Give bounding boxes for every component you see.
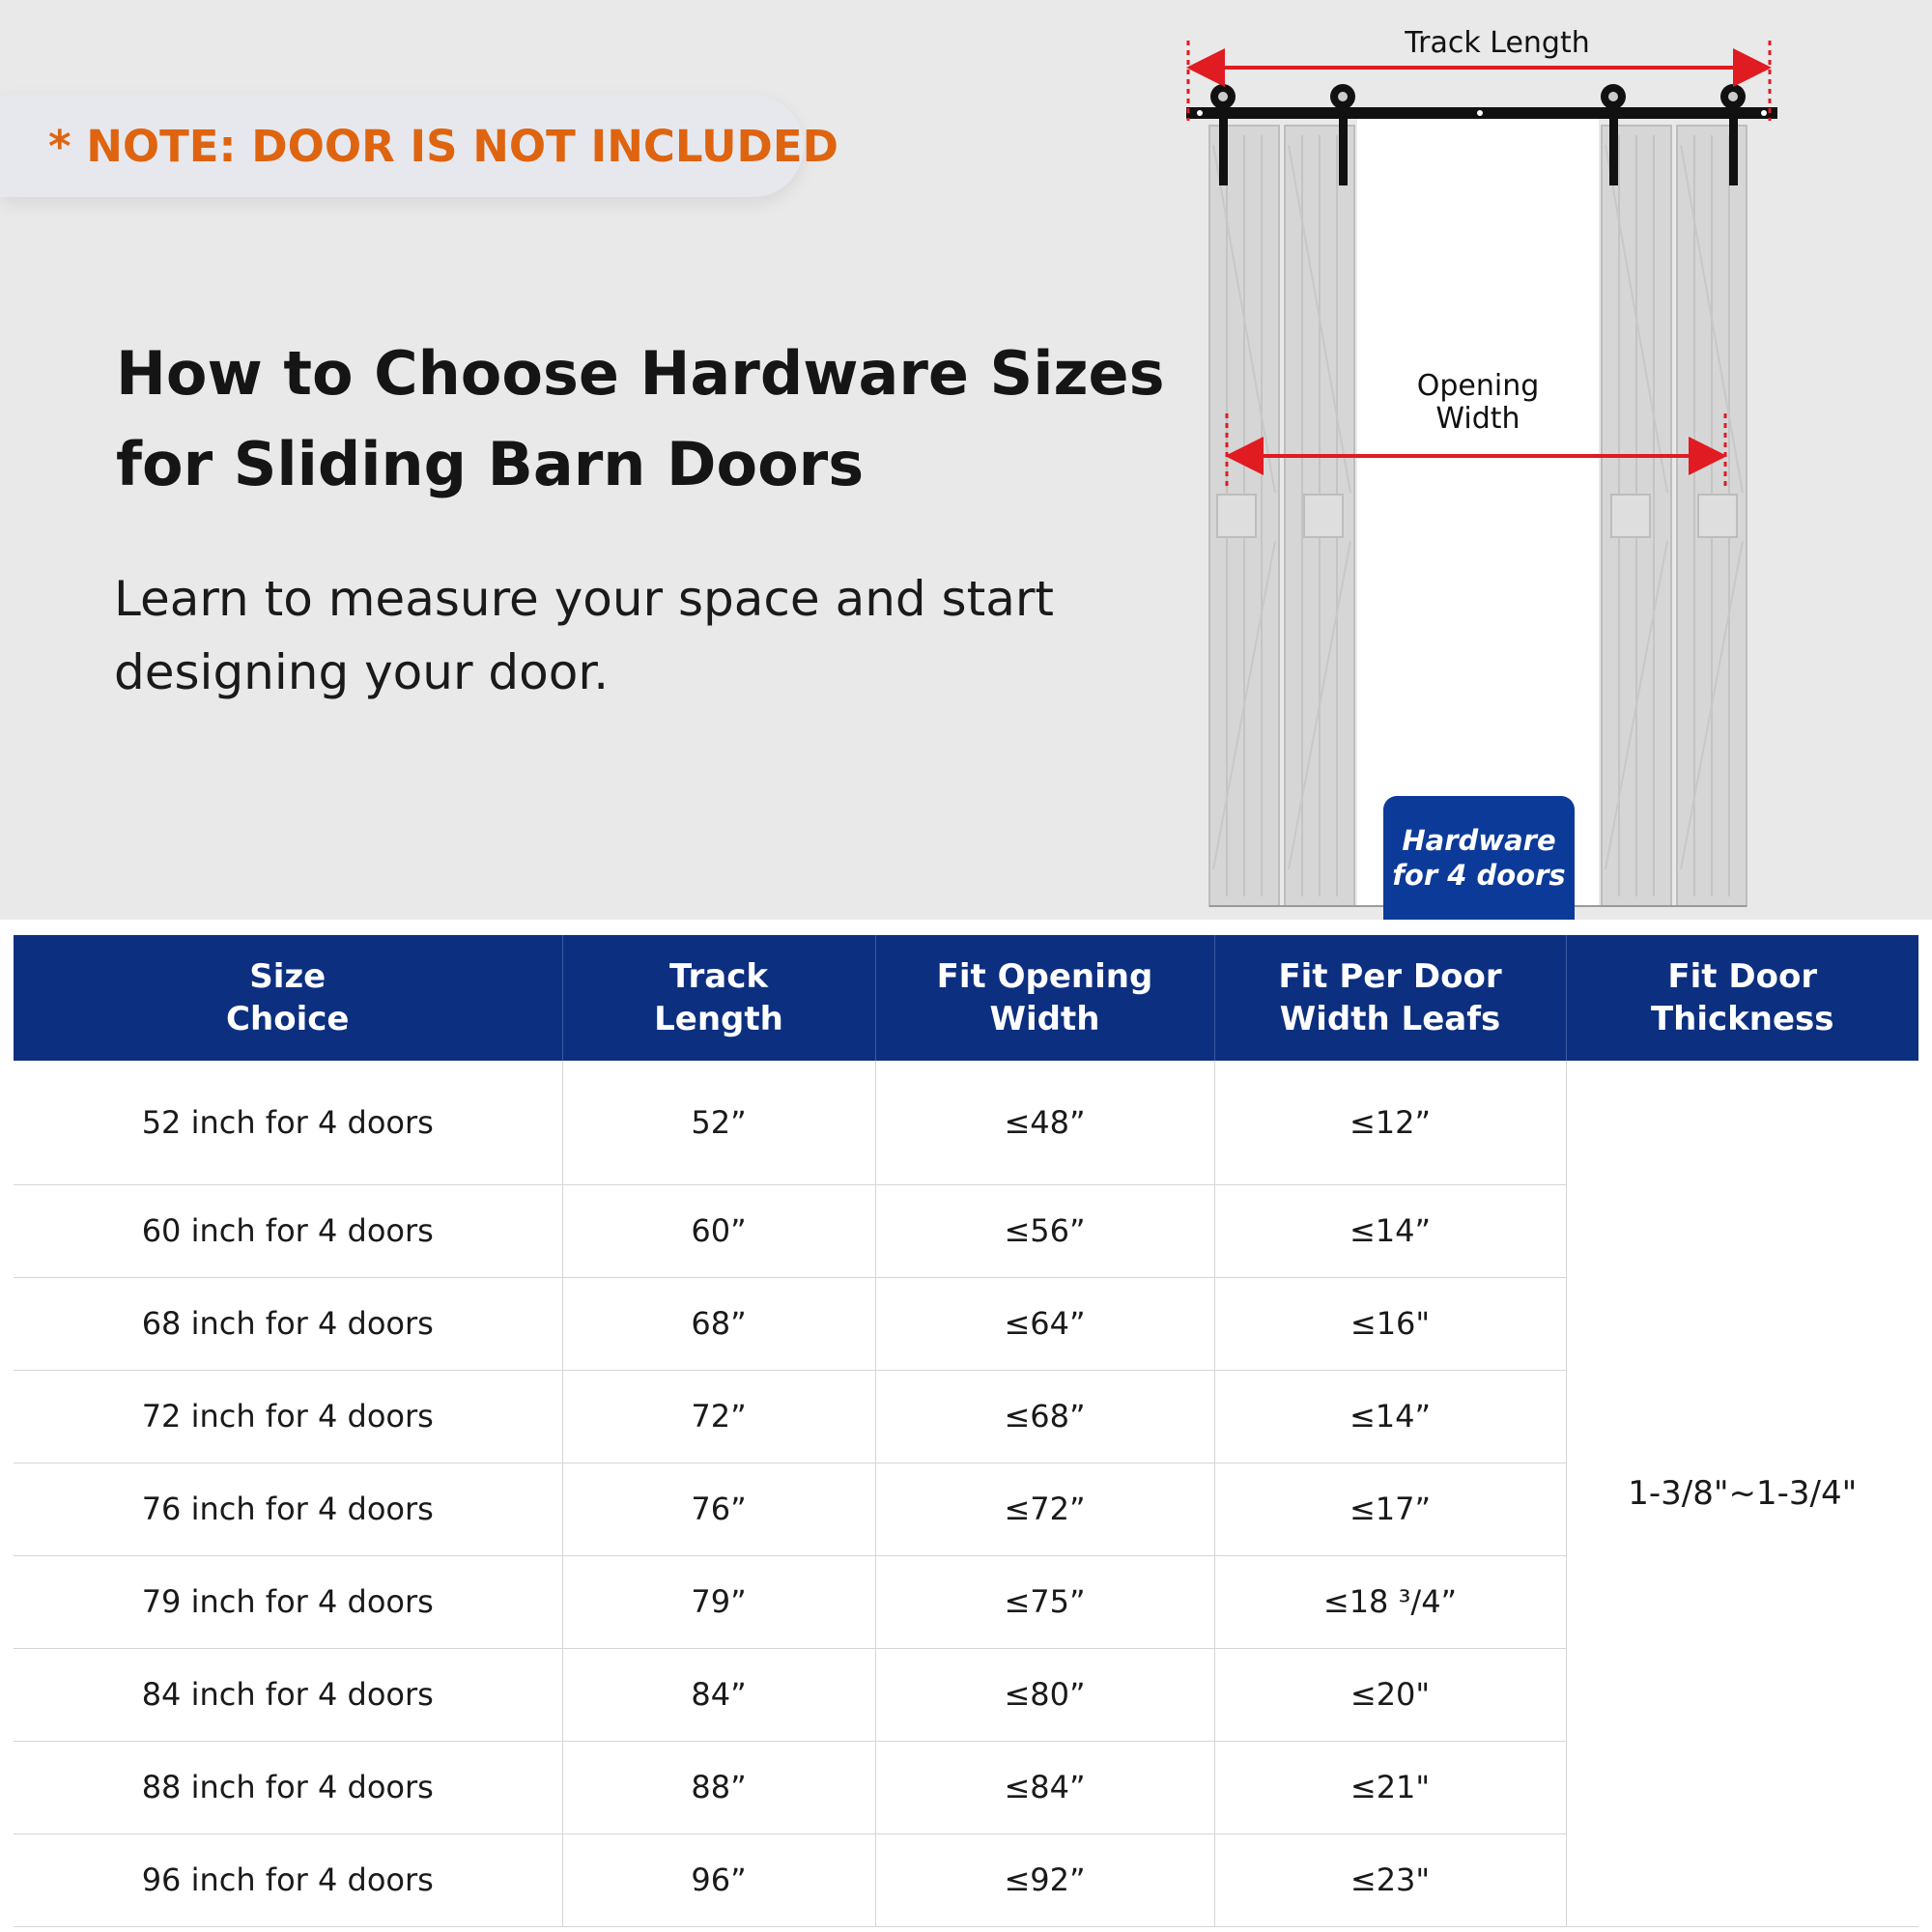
header-fit-per-door-width	[1214, 935, 1566, 1061]
badge-line-2: for 4 doors	[1392, 859, 1566, 892]
cell-per-door: ≤18 ³/4”	[1214, 1555, 1566, 1648]
cell-opening: ≤92”	[875, 1833, 1214, 1926]
header-text: Track	[669, 957, 768, 996]
cell-track: 76”	[562, 1463, 875, 1555]
cell-per-door: ≤23"	[1214, 1833, 1566, 1926]
opening-label-line-1: Opening	[1416, 369, 1540, 403]
header-text: Thickness	[1650, 1000, 1834, 1038]
cell-door-thickness: 1-3/8"~1-3/4"	[1566, 1061, 1918, 1926]
title-line-1: How to Choose Hardware Sizes	[116, 338, 1165, 409]
cell-track: 68”	[562, 1277, 875, 1370]
page-title	[116, 328, 1165, 510]
cell-opening: ≤64”	[875, 1277, 1214, 1370]
cell-size: 72 inch for 4 doors	[14, 1370, 562, 1463]
cell-opening: ≤56”	[875, 1184, 1214, 1277]
door-illustration	[1169, 0, 1806, 920]
subtitle-line-1: Learn to measure your space and start	[114, 571, 1054, 627]
cell-per-door: ≤21"	[1214, 1741, 1566, 1833]
cell-per-door: ≤20"	[1214, 1648, 1566, 1741]
cell-per-door: ≤16"	[1214, 1277, 1566, 1370]
cell-opening: ≤84”	[875, 1741, 1214, 1833]
note-text: * NOTE: DOOR IS NOT INCLUDED	[48, 120, 838, 172]
cell-size: 52 inch for 4 doors	[14, 1061, 562, 1184]
cell-track: 88”	[562, 1741, 875, 1833]
page-subtitle	[114, 562, 1157, 709]
header-size-choice	[14, 935, 562, 1061]
cell-per-door: ≤12”	[1214, 1061, 1566, 1184]
header-text: Width Leafs	[1279, 1000, 1501, 1038]
title-line-2: for Sliding Barn Doors	[116, 429, 865, 499]
cell-opening: ≤80”	[875, 1648, 1214, 1741]
header-text: Choice	[226, 1000, 350, 1038]
opening-label-line-2: Width	[1435, 402, 1520, 436]
opening-area	[1357, 114, 1599, 906]
cell-track: 60”	[562, 1184, 875, 1277]
table-header-row	[14, 935, 1918, 1061]
hero-section	[0, 0, 1932, 920]
header-text: Size	[249, 957, 327, 996]
cell-track: 84”	[562, 1648, 875, 1741]
header-fit-door-thickness	[1566, 935, 1918, 1061]
door-panel-3	[1602, 126, 1671, 906]
table-row	[14, 1061, 1918, 1184]
door-panel-1	[1209, 126, 1279, 906]
cell-track: 96”	[562, 1833, 875, 1926]
opening-width-label	[1362, 370, 1594, 436]
header-text: Length	[654, 1000, 783, 1038]
cell-track: 72”	[562, 1370, 875, 1463]
track-length-label: Track Length	[1405, 26, 1590, 60]
cell-size: 79 inch for 4 doors	[14, 1555, 562, 1648]
badge-line-1: Hardware	[1402, 824, 1556, 857]
note-banner	[0, 95, 838, 197]
barn-door-diagram	[1169, 0, 1806, 920]
door-panel-2	[1285, 126, 1354, 906]
cell-opening: ≤68”	[875, 1370, 1214, 1463]
header-text: Fit Per Door	[1278, 957, 1502, 996]
cell-size: 96 inch for 4 doors	[14, 1833, 562, 1926]
door-panel-4	[1677, 126, 1747, 906]
cell-opening: ≤75”	[875, 1555, 1214, 1648]
cell-size: 76 inch for 4 doors	[14, 1463, 562, 1555]
cell-size: 68 inch for 4 doors	[14, 1277, 562, 1370]
hardware-badge	[1383, 796, 1575, 920]
cell-per-door: ≤14”	[1214, 1370, 1566, 1463]
cell-opening: ≤48”	[875, 1061, 1214, 1184]
cell-size: 60 inch for 4 doors	[14, 1184, 562, 1277]
header-text: Fit Door	[1667, 957, 1818, 996]
cell-per-door: ≤14”	[1214, 1184, 1566, 1277]
header-text: Width	[989, 1000, 1100, 1038]
cell-opening: ≤72”	[875, 1463, 1214, 1555]
cell-size: 88 inch for 4 doors	[14, 1741, 562, 1833]
hardware-size-table	[14, 935, 1918, 1927]
cell-track: 52”	[562, 1061, 875, 1184]
subtitle-line-2: designing your door.	[114, 644, 610, 700]
header-track-length	[562, 935, 875, 1061]
cell-track: 79”	[562, 1555, 875, 1648]
header-fit-opening-width	[875, 935, 1214, 1061]
cell-per-door: ≤17”	[1214, 1463, 1566, 1555]
header-text: Fit Opening	[936, 957, 1153, 996]
cell-size: 84 inch for 4 doors	[14, 1648, 562, 1741]
